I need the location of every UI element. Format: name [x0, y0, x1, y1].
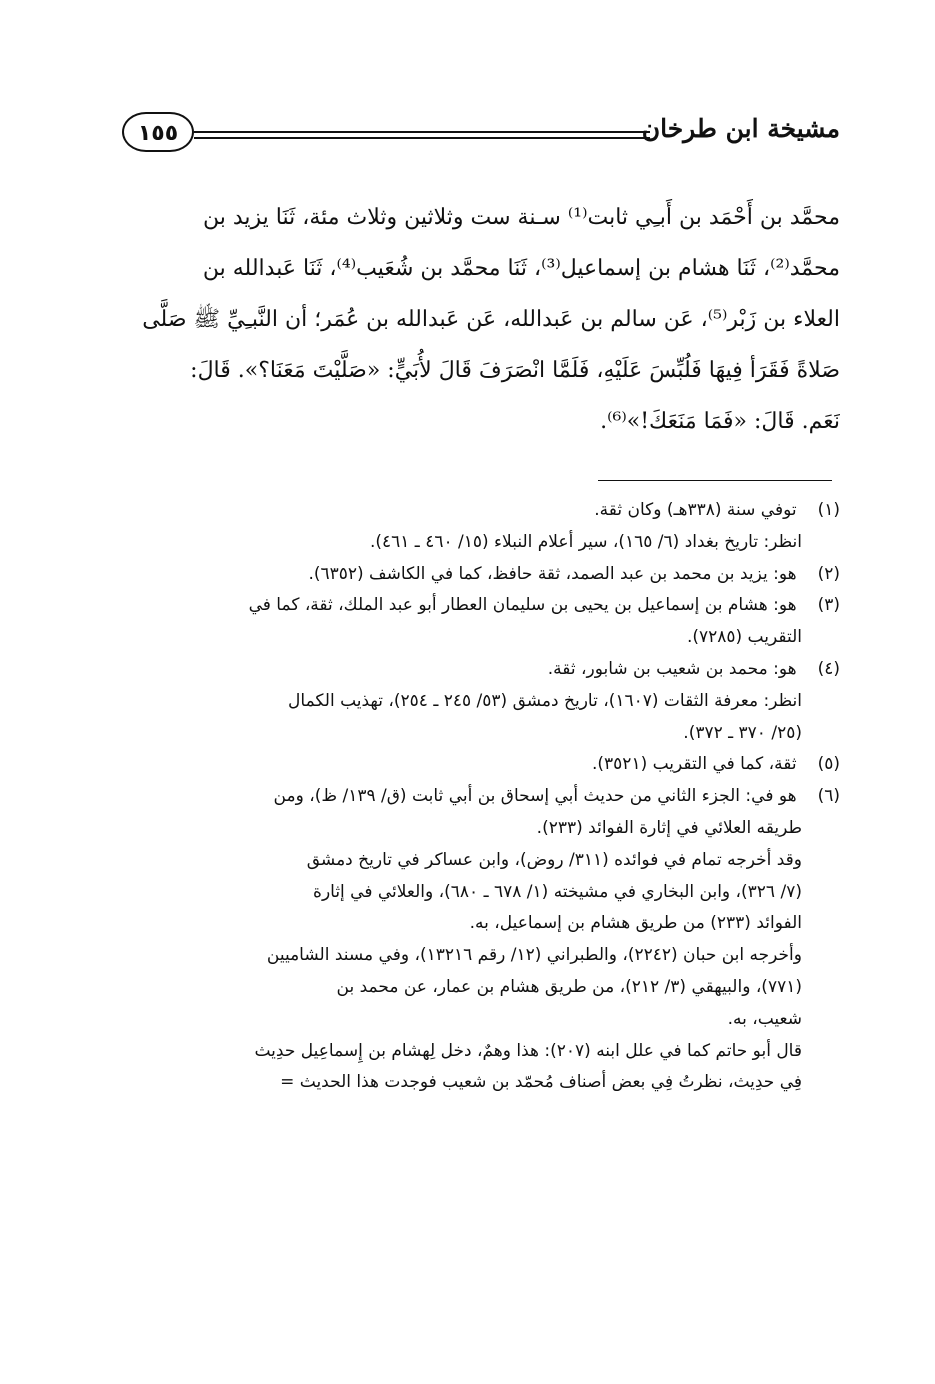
- footnote-text: الفوائد (٢٣٣) من طريق هشام بن إسماعيل، به.: [469, 913, 802, 934]
- footnote-4: [124, 654, 840, 686]
- footnote-number: (٢): [817, 563, 840, 584]
- footnote-5: [124, 749, 840, 781]
- footnote-text: هو في: الجزء الثاني من حديث أبي إسحاق بن أبي ثابت (ق/ ١٣٩/ ظ)، ومن: [273, 786, 797, 807]
- footnote-text: (٢٥/ ٣٧٠ ـ ٣٧٢).: [683, 722, 802, 743]
- footnote-text: فِي حدِيث، نظرتُ فِي بعض أصناف مُحمّد بن شعيب فوجدت هذا الحديث =: [280, 1072, 802, 1093]
- main-text-line: العلاء بن زَبْر⁽⁵⁾، عَن سالم بن عَبدالله، عَن عَبدالله بن عُمَر؛ أن النَّبـِيِّ ﷺ صَلَّى: [142, 307, 840, 332]
- footnote-text: انظر: معرفة الثقات (١٦٠٧)، تاريخ دمشق (٥٣/ ٢٤٥ ـ ٢٥٤)، تهذيب الكمال: [288, 690, 802, 711]
- footnote-text: شعيب، به.: [727, 1008, 802, 1029]
- footnote-divider: [598, 480, 832, 481]
- footnote-text: هو: هشام بن إسماعيل بن يحيى بن سليمان العطار أبو عبد الملك، ثقة، كما في: [248, 595, 797, 616]
- footnote-text: انظر: تاريخ بغداد (٦/ ١٦٥)، سير أعلام النبلاء (١٥/ ٤٦٠ ـ ٤٦١).: [369, 531, 802, 552]
- footnote-text: هو: محمد بن شعيب بن شابور، ثقة.: [547, 658, 797, 679]
- main-text-line: محمَّد⁽²⁾، ثَنَا هشام بن إسماعيل⁽³⁾، ثَنَا محمَّد بن شُعَيب⁽⁴⁾، ثَنَا عَبدالله بن: [202, 256, 840, 281]
- footnote-text: التقريب (٧٢٨٥).: [686, 627, 802, 648]
- main-text-line: نَعَم. قَالَ: «فَمَا مَنَعَكَ!»⁽⁶⁾.: [600, 409, 840, 434]
- page-header: [122, 112, 840, 164]
- footnote-number: (٣): [817, 595, 840, 616]
- footnote-3: [124, 590, 840, 622]
- footnote-text: هو: يزيد بن محمد بن عبد الصمد، ثقة حافظ، كما في الكاشف (٦٣٥٢).: [308, 563, 797, 584]
- footnote-number: (١): [817, 500, 840, 520]
- footnote-text: (٧/ ٣٢٦)، وابن البخاري في مشيخته (١/ ٦٧٨ ـ ٦٨٠)، والعلائي في إثارة: [313, 881, 802, 902]
- footnote-text: قال أبو حاتم كما في علل ابنه (٢٠٧): هذا وهمٌ، دخل لِهشام بن إِسماعِيل حدِيث: [254, 1040, 802, 1061]
- main-text-line: محمَّد بن أَحْمَد بن أَبـِي ثابت⁽¹⁾ سـنة ست وثلاثين وثلاث مئة، ثَنَا يزيد بن: [202, 205, 840, 230]
- footnote-number: (٤): [817, 658, 840, 679]
- footnote-text: وقد أخرجه تمام في فوائده (٣١١/ روض)، وابن عساكر في تاريخ دمشق: [306, 849, 802, 870]
- footnotes: [124, 495, 840, 1099]
- footnote-text: وأخرجه ابن حبان (٢٢٤٢)، والطبراني (١٢/ رقم ١٣٢١٦)، وفي مسند الشاميين: [266, 945, 802, 966]
- running-title: مشيخة ابن طرخان: [641, 114, 840, 143]
- footnote-text: ثقة، كما في التقريب (٣٥٢١).: [592, 754, 797, 775]
- footnote-number: (٥): [817, 754, 840, 775]
- main-text: [124, 192, 840, 447]
- footnote-text: طريقه العلائي في إثارة الفوائد (٢٣٣).: [536, 817, 802, 838]
- footnote-text: توفي سنة (٣٣٨هـ) وكان ثقة.: [594, 500, 797, 520]
- footnote-6: [124, 781, 840, 813]
- page-number: ١٥٥: [122, 112, 194, 152]
- footnote-text: (٧٧١)، والبيهقي (٣/ ٢١٢)، من طريق هشام بن عمار، عن محمد بن: [336, 976, 802, 997]
- footnote-1: [124, 495, 840, 527]
- footnote-2: [124, 559, 840, 591]
- header-rule: [194, 131, 650, 139]
- main-text-line: صَلاةً فَقَرَأ فِيهَا فَلُبِّسَ عَلَيْهِ، فَلَمَّا انْصَرَفَ قَالَ لأُبَيٍّ: «صَلَّيْتَ مَعَنَا؟». قَالَ:: [190, 358, 840, 383]
- footnote-number: (٦): [817, 786, 840, 807]
